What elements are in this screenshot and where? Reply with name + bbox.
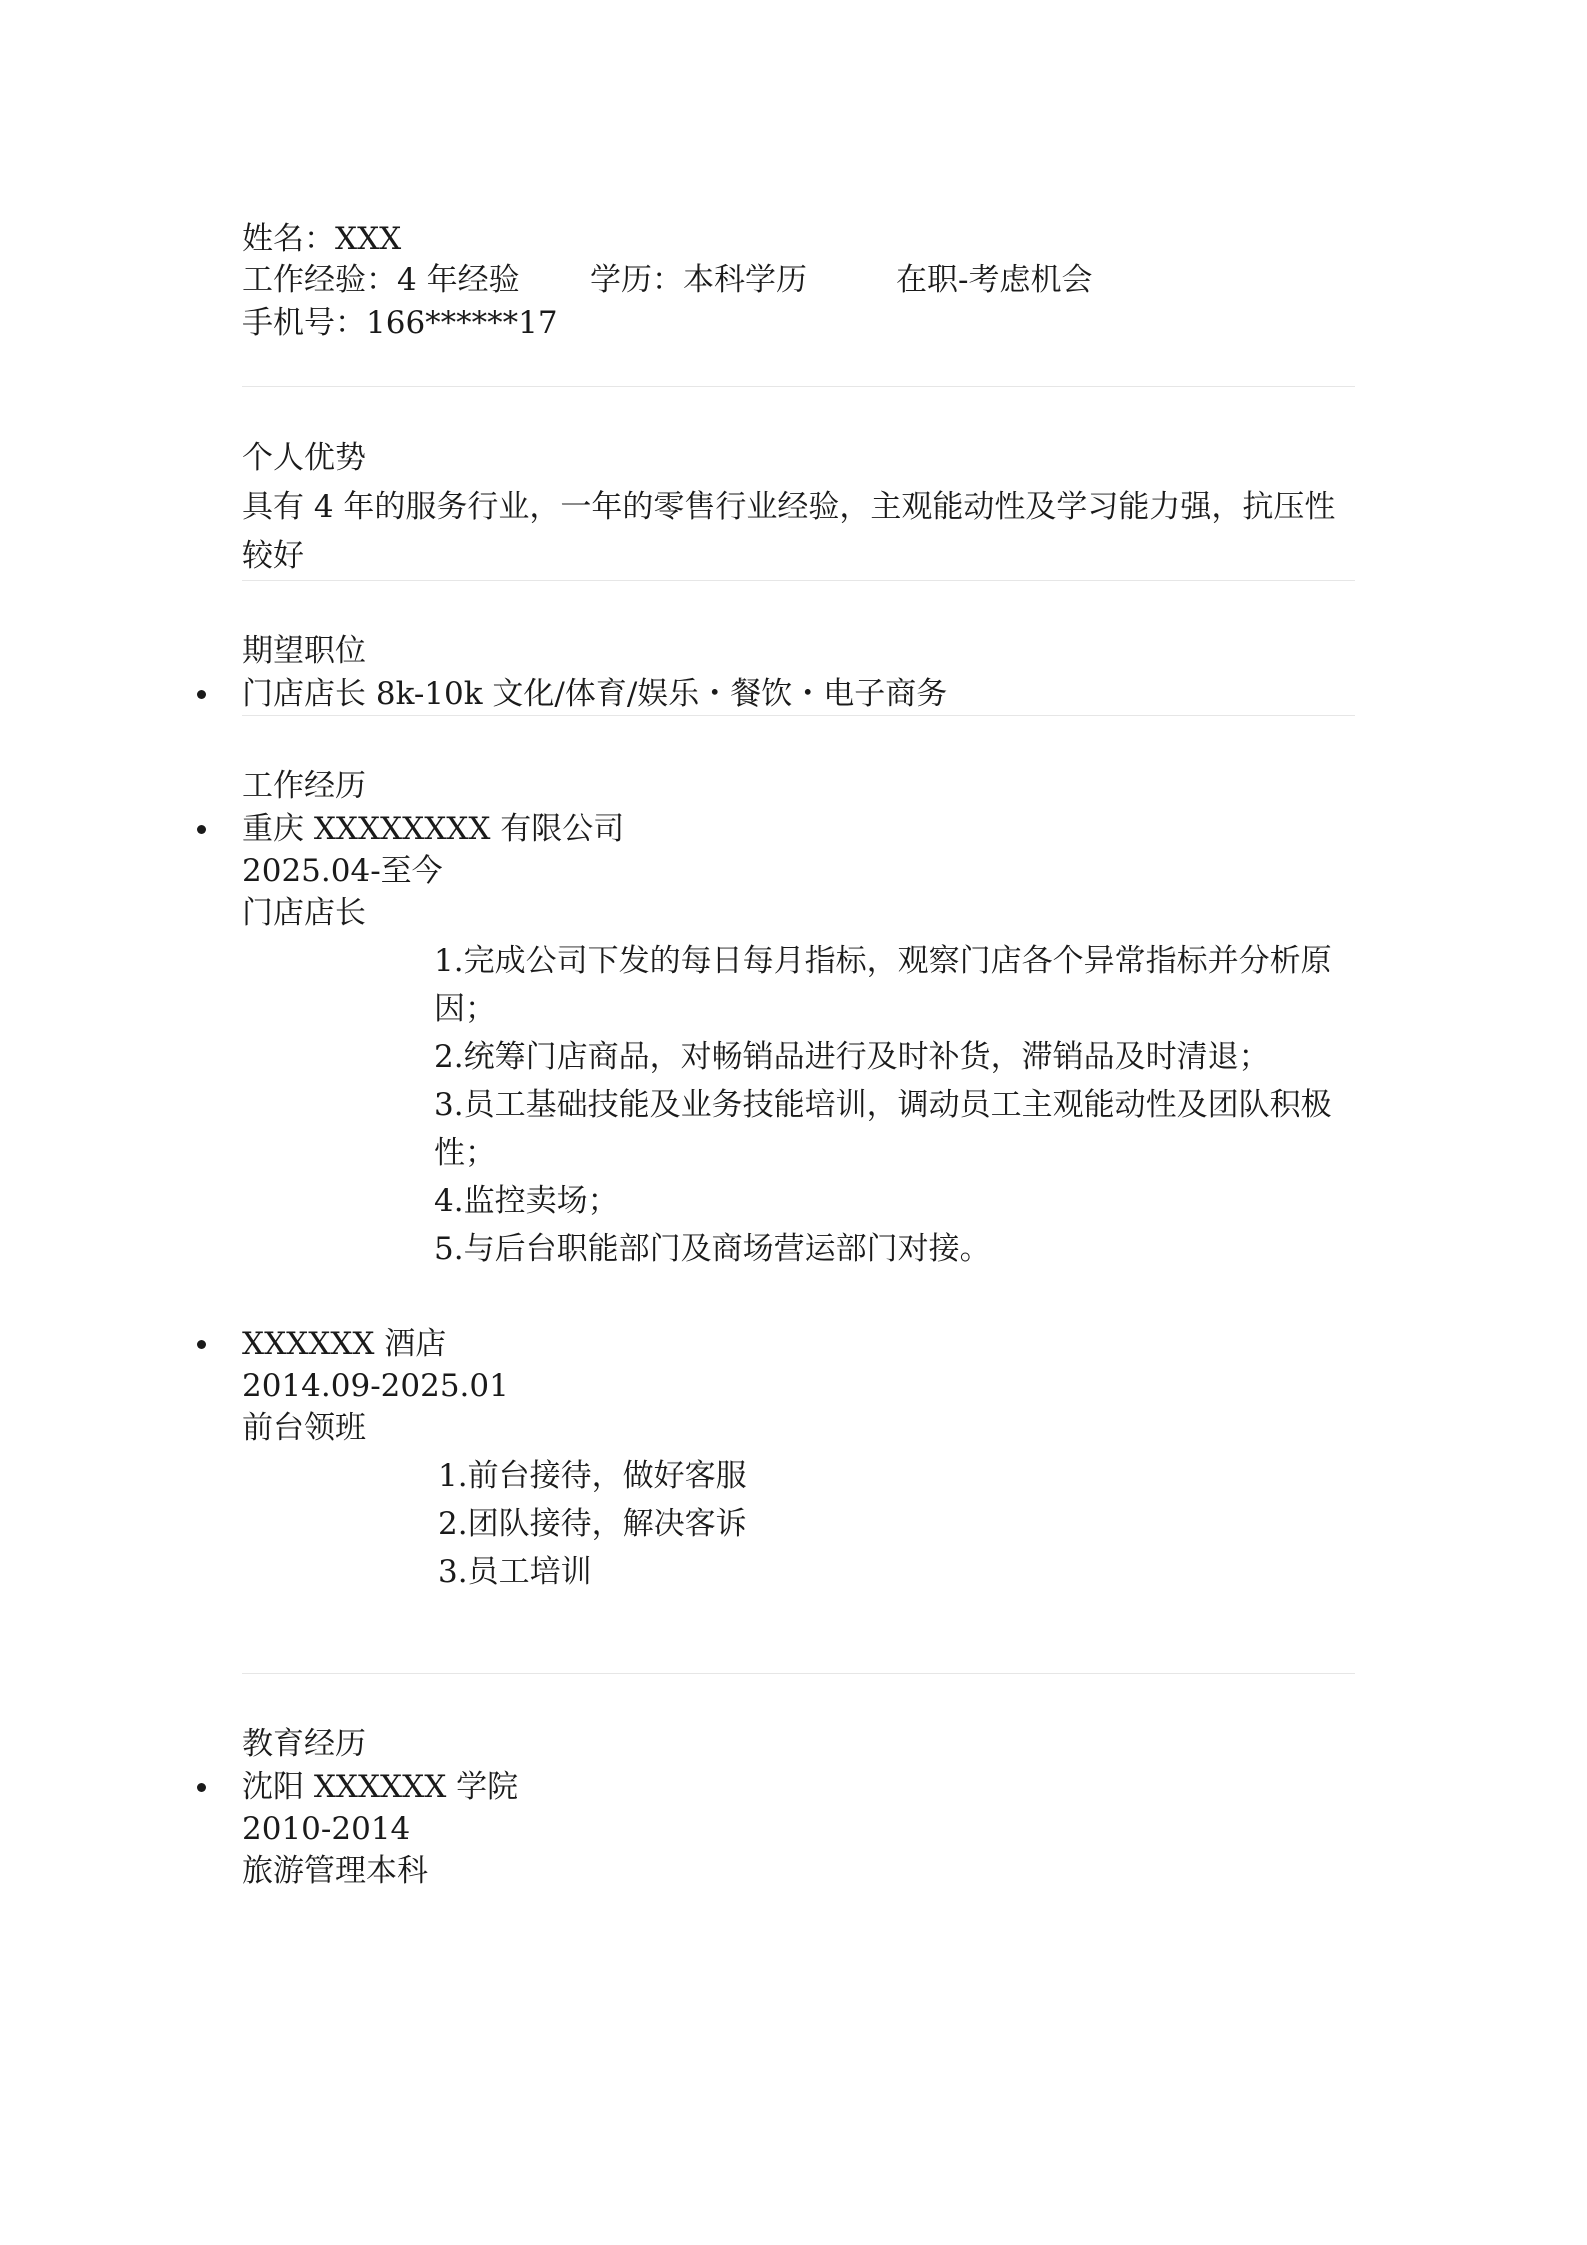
education-line xyxy=(590,262,807,298)
experience-line xyxy=(242,262,520,298)
job-duty: 因； xyxy=(434,991,496,1027)
advantage-text-line2: 较好 xyxy=(242,538,304,574)
expected-position-item: 门店店长 8k-10k 文化/体育/娱乐・餐饮・电子商务 xyxy=(242,676,948,712)
section-title-advantage: 个人优势 xyxy=(242,440,366,476)
job-duty: 3.员工培训 xyxy=(438,1554,592,1590)
job-duty: 4.监控卖场； xyxy=(434,1183,619,1219)
job-company: 重庆 XXXXXXXX 有限公司 xyxy=(242,811,625,847)
job-role: 门店店长 xyxy=(242,895,366,931)
education-major: 旅游管理本科 xyxy=(242,1853,428,1889)
section-title-expected-position: 期望职位 xyxy=(242,633,366,669)
divider xyxy=(242,386,1355,387)
job-role: 前台领班 xyxy=(242,1410,366,1446)
name-label: 姓名： xyxy=(242,221,335,257)
education-school: 沈阳 XXXXXX 学院 xyxy=(242,1769,519,1805)
phone-line xyxy=(242,305,558,341)
job-period: 2025.04-至今 xyxy=(242,853,443,889)
phone-value: 166******17 xyxy=(366,305,558,341)
job-duty: 1.完成公司下发的每日每月指标，观察门店各个异常指标并分析原 xyxy=(434,943,1332,979)
divider xyxy=(242,580,1355,581)
bullet xyxy=(197,690,206,699)
name-value: XXX xyxy=(335,221,402,257)
divider xyxy=(242,715,1355,716)
name-line xyxy=(242,221,402,257)
job-duty: 1.前台接待，做好客服 xyxy=(438,1458,747,1494)
experience-value: 4 年经验 xyxy=(397,262,520,298)
job-duty: 3.员工基础技能及业务技能培训，调动员工主观能动性及团队积极 xyxy=(434,1087,1332,1123)
job-company: XXXXXX 酒店 xyxy=(242,1326,447,1362)
advantage-text-line1: 具有 4 年的服务行业，一年的零售行业经验，主观能动性及学习能力强，抗压性 xyxy=(242,489,1336,525)
bullet xyxy=(197,1783,206,1792)
experience-label: 工作经验： xyxy=(242,262,397,298)
section-title-work-experience: 工作经历 xyxy=(242,768,366,804)
phone-label: 手机号： xyxy=(242,305,366,341)
divider xyxy=(242,1673,1355,1674)
education-period: 2010-2014 xyxy=(242,1811,411,1847)
bullet xyxy=(197,825,206,834)
job-status: 在职-考虑机会 xyxy=(896,262,1093,298)
bullet xyxy=(197,1340,206,1349)
education-label: 学历： xyxy=(590,262,683,298)
job-duty: 5.与后台职能部门及商场营运部门对接。 xyxy=(434,1231,991,1267)
job-duty: 2.团队接待，解决客诉 xyxy=(438,1506,747,1542)
education-value: 本科学历 xyxy=(683,262,807,298)
job-duty: 2.统筹门店商品，对畅销品进行及时补货，滞销品及时清退； xyxy=(434,1039,1270,1075)
section-title-education: 教育经历 xyxy=(242,1726,366,1762)
job-duty: 性； xyxy=(434,1135,496,1171)
job-period: 2014.09-2025.01 xyxy=(242,1368,509,1404)
